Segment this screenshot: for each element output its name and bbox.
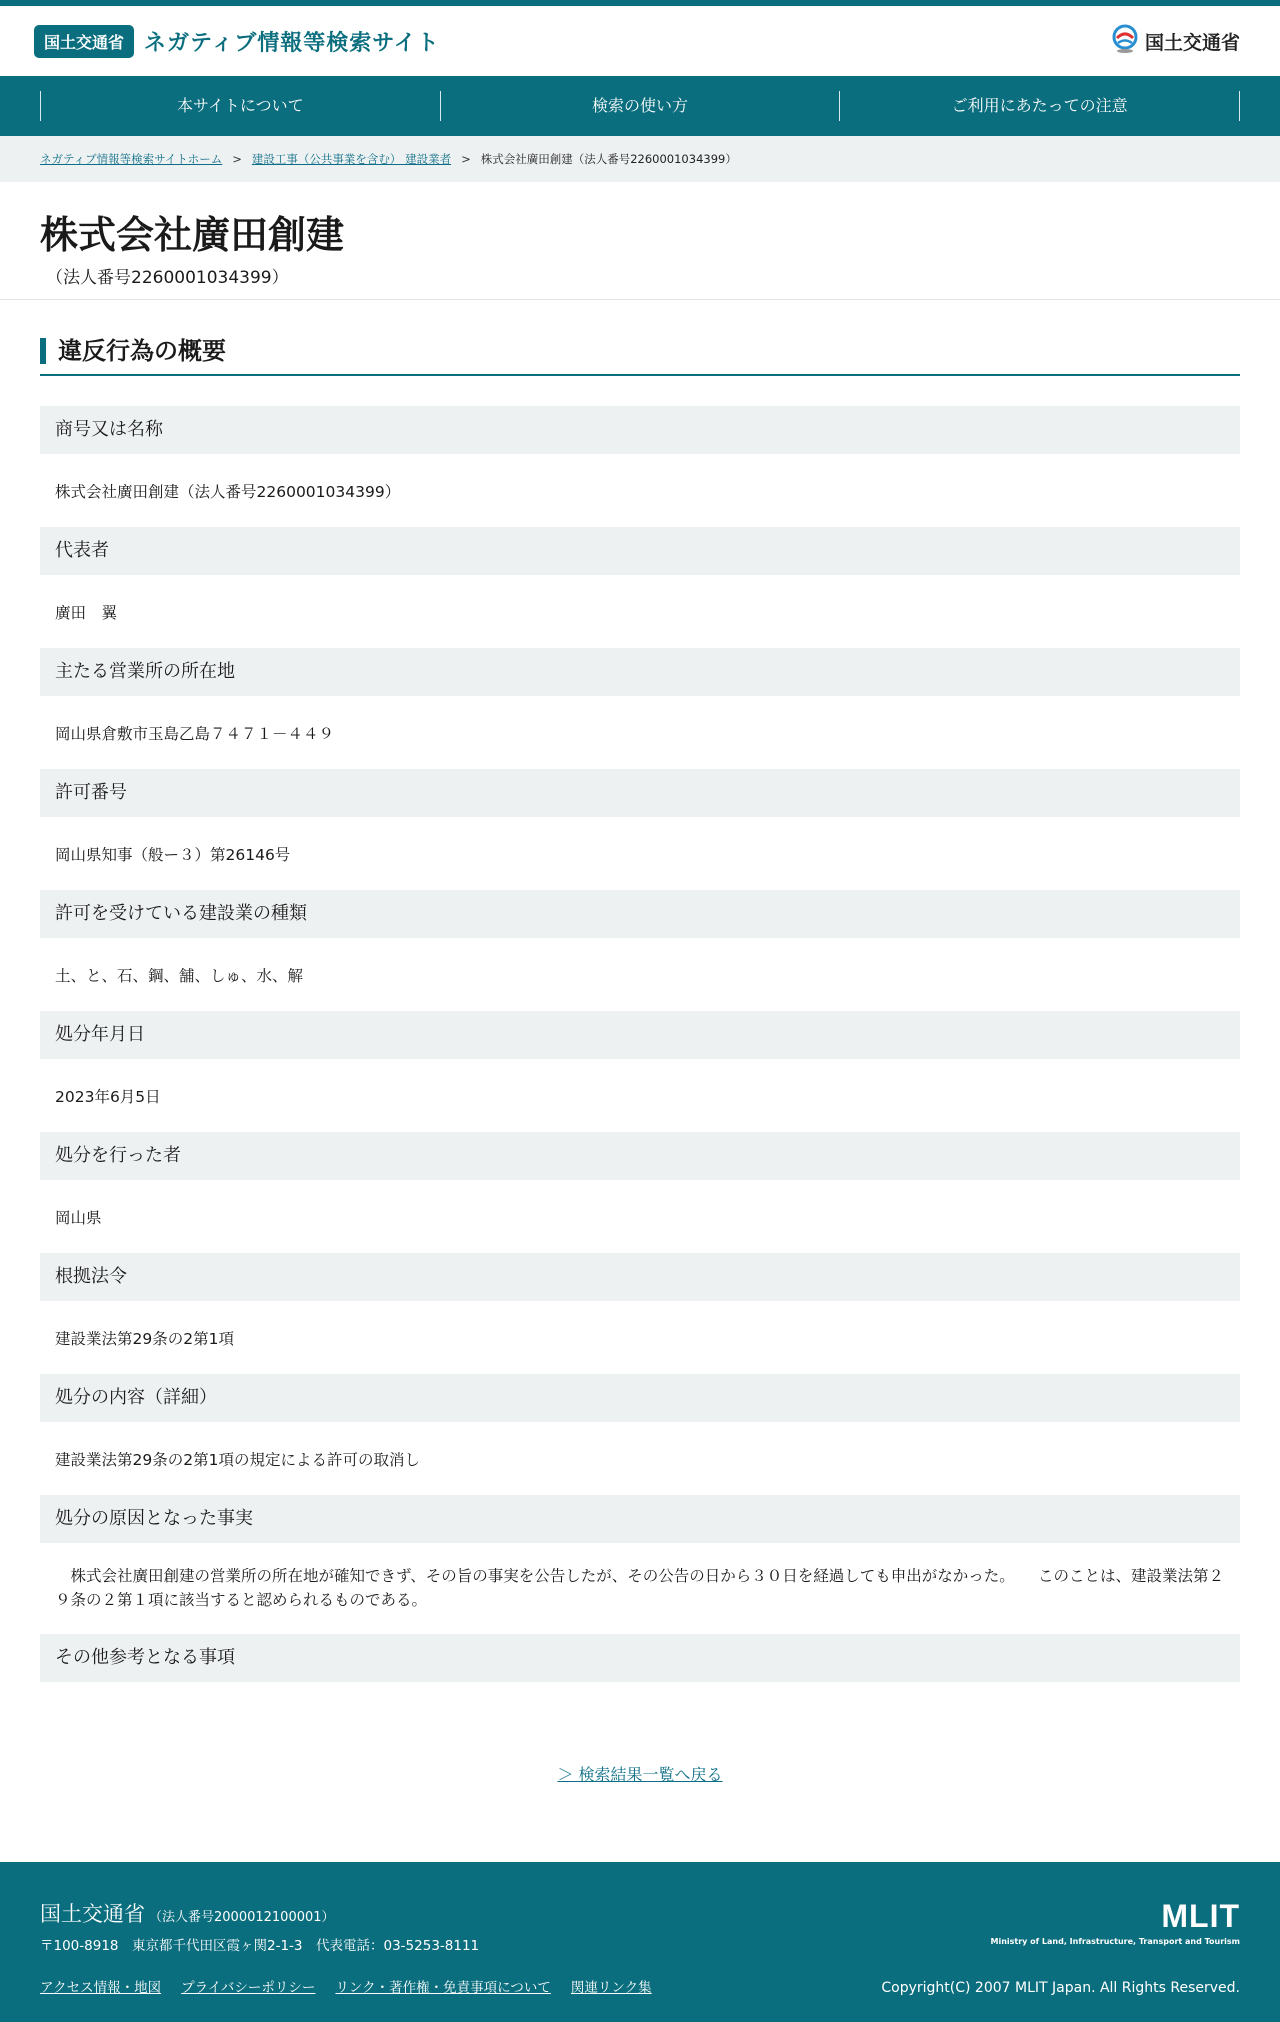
site-header [0,6,1280,76]
company-title-block [0,182,1280,300]
field-value-trade-name: 株式会社廣田創建（法人番号2260001034399） [55,482,401,501]
section-heading: 違反行為の概要 [40,338,1240,364]
field-label-business-types: 許可を受けている建設業の種類 [40,890,1240,938]
breadcrumb-separator: > [232,152,242,166]
breadcrumb-category-link[interactable]: 建設工事（公共事業を含む） 建設業者 [251,152,452,166]
field-label-cause-facts: 処分の原因となった事実 [40,1495,1240,1543]
mlit-logo[interactable] [1111,24,1240,58]
footer-org-number: （法人番号2000012100001） [149,1910,335,1925]
footer-link-access[interactable]: アクセス情報・地図 [40,1980,162,1996]
site-title: ネガティブ情報等検索サイト [144,30,440,56]
breadcrumb [0,136,1280,182]
nav-item-about[interactable]: 本サイトについて [40,91,440,121]
nav-item-how-to-search[interactable]: 検索の使い方 [440,91,840,121]
mlit-wordmark: MLIT [1161,1898,1240,1934]
field-label-other-notes: その他参考となる事項 [40,1634,1240,1682]
main-nav [0,76,1280,136]
breadcrumb-home-link[interactable]: ネガティブ情報等検索サイトホーム [40,152,223,166]
copyright-text: Copyright(C) 2007 MLIT Japan. All Rights Reserved. [881,1980,1240,1996]
field-label-legal-basis: 根拠法令 [40,1253,1240,1301]
violation-summary-section [0,300,1280,1785]
breadcrumb-current: 株式会社廣田創建（法人番号2260001034399） [480,152,737,166]
page-title: 株式会社廣田創建 [40,213,345,257]
mlit-subtitle: Ministry of Land, Infrastructure, Transport and Tourism [990,1937,1240,1946]
field-label-disposition-date: 処分年月日 [40,1011,1240,1059]
footer-link-privacy[interactable]: プライバシーポリシー [181,1980,316,1996]
site-brand[interactable] [34,25,440,58]
field-value-disposition-date: 2023年6月5日 [55,1087,161,1106]
field-label-trade-name: 商号又は名称 [40,406,1240,454]
footer-address: 〒100-8918 東京都千代田区霞ヶ関2-1-3 代表電話：03-5253-8111 [40,1938,480,1954]
field-value-business-types: 土、と、石、鋼、舗、しゅ、水、解 [55,966,304,985]
detail-fields [40,406,1240,1682]
back-to-results-link[interactable]: ＞ 検索結果一覧へ戻る [557,1765,723,1784]
footer-link-related[interactable]: 関連リンク集 [570,1980,652,1996]
field-value-cause-facts: 株式会社廣田創建の営業所の所在地が確知できず、その旨の事実を公告したが、その公告の日から３０日を経過しても申出がなかった。 このことは、建設業法第２９条の２第１項に該当すると認められるものである。 [55,1567,1225,1609]
section-divider [40,374,1240,376]
nav-item-notes[interactable]: ご利用にあたっての注意 [839,91,1240,121]
mlit-logo-text: 国土交通省 [1144,31,1240,54]
field-label-disposing-authority: 処分を行った者 [40,1132,1240,1180]
field-value-representative: 廣田 翼 [55,603,118,622]
back-link-container [40,1762,1240,1785]
field-label-representative: 代表者 [40,527,1240,575]
site-footer [0,1862,1280,2022]
breadcrumb-separator: > [461,152,471,166]
field-label-main-office: 主たる営業所の所在地 [40,648,1240,696]
corporate-number: （法人番号2260001034399） [46,268,289,288]
mlit-emblem-icon [1111,24,1139,58]
field-value-license-number: 岡山県知事（般ー３）第26146号 [55,845,291,864]
field-value-main-office: 岡山県倉敷市玉島乙島７４７１－４４９ [55,724,335,743]
field-value-disposition-details: 建設業法第29条の2第1項の規定による許可の取消し [55,1450,420,1469]
field-value-disposing-authority: 岡山県 [55,1208,102,1227]
ministry-badge: 国土交通省 [34,25,134,58]
field-label-disposition-details: 処分の内容（詳細） [40,1374,1240,1422]
footer-org-name: 国土交通省 [40,1902,145,1926]
footer-link-copyright[interactable]: リンク・著作権・免責事項について [335,1980,551,1996]
footer-brand [881,1898,1240,1996]
field-label-license-number: 許可番号 [40,769,1240,817]
field-value-legal-basis: 建設業法第29条の2第1項 [55,1329,234,1348]
